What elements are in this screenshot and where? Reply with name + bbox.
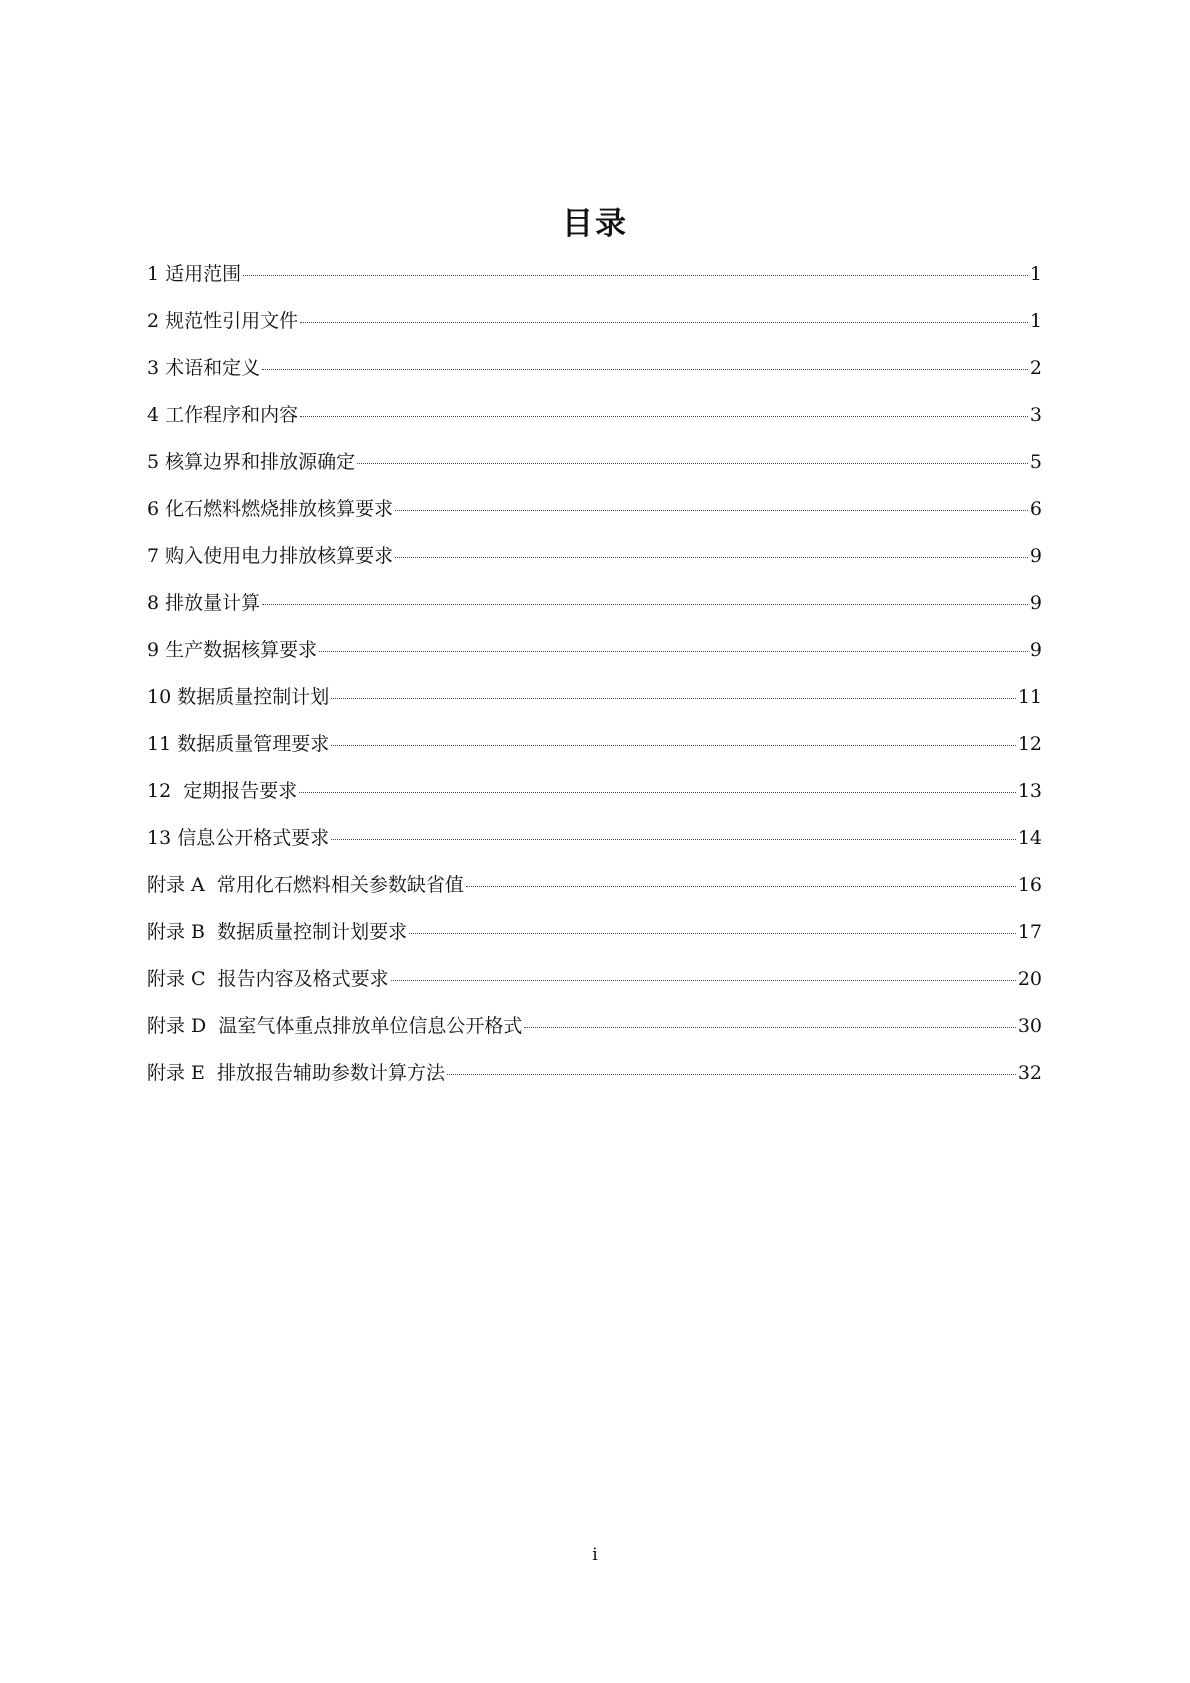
toc-dot-leader — [447, 1074, 1016, 1075]
toc-entry-page: 3 — [1029, 404, 1042, 426]
toc-entry-appendix-b[interactable] — [147, 920, 1042, 967]
toc-dot-leader — [331, 745, 1016, 746]
toc-entry-page: 6 — [1029, 498, 1042, 520]
toc-dot-leader — [524, 1027, 1015, 1028]
toc-entry-page: 30 — [1017, 1015, 1042, 1037]
toc-dot-leader — [262, 604, 1028, 605]
toc-entry-3[interactable] — [147, 356, 1042, 403]
toc-entry-label: 附录 D 温室气体重点排放单位信息公开格式 — [147, 1015, 523, 1037]
toc-entry-page: 9 — [1029, 592, 1042, 614]
toc-entry-page: 12 — [1017, 733, 1042, 755]
toc-entry-label: 附录 B 数据质量控制计划要求 — [147, 921, 408, 943]
toc-entry-1[interactable] — [147, 262, 1042, 309]
toc-dot-leader — [299, 792, 1016, 793]
toc-entry-page: 5 — [1029, 451, 1042, 473]
toc-entry-6[interactable] — [147, 497, 1042, 544]
toc-entry-label: 1 适用范围 — [147, 263, 242, 285]
toc-dot-leader — [357, 463, 1028, 464]
toc-entry-label: 13 信息公开格式要求 — [147, 827, 330, 849]
table-of-contents — [147, 262, 1042, 1108]
toc-entry-page: 14 — [1017, 827, 1042, 849]
toc-dot-leader — [300, 322, 1028, 323]
toc-dot-leader — [391, 980, 1016, 981]
toc-entry-page: 17 — [1017, 921, 1042, 943]
toc-entry-appendix-e[interactable] — [147, 1061, 1042, 1108]
toc-entry-appendix-a[interactable] — [147, 873, 1042, 920]
toc-entry-10[interactable] — [147, 685, 1042, 732]
toc-entry-label: 10 数据质量控制计划 — [147, 686, 330, 708]
toc-entry-label: 12 定期报告要求 — [147, 780, 298, 802]
toc-entry-label: 11 数据质量管理要求 — [147, 733, 330, 755]
toc-entry-5[interactable] — [147, 450, 1042, 497]
toc-entry-2[interactable] — [147, 309, 1042, 356]
toc-entry-label: 附录 A 常用化石燃料相关参数缺省值 — [147, 874, 464, 896]
toc-entry-11[interactable] — [147, 732, 1042, 779]
toc-entry-label: 3 术语和定义 — [147, 357, 261, 379]
toc-entry-page: 13 — [1017, 780, 1042, 802]
toc-entry-page: 32 — [1017, 1062, 1042, 1084]
toc-entry-label: 6 化石燃料燃烧排放核算要求 — [147, 498, 394, 520]
toc-entry-4[interactable] — [147, 403, 1042, 450]
toc-entry-label: 附录 E 排放报告辅助参数计算方法 — [147, 1062, 445, 1084]
toc-entry-page: 16 — [1017, 874, 1042, 896]
toc-dot-leader — [409, 933, 1016, 934]
toc-dot-leader — [331, 839, 1016, 840]
toc-entry-page: 1 — [1029, 263, 1042, 285]
toc-entry-page: 9 — [1029, 545, 1042, 567]
toc-entry-8[interactable] — [147, 591, 1042, 638]
toc-entry-page: 2 — [1029, 357, 1042, 379]
toc-dot-leader — [395, 557, 1028, 558]
toc-entry-appendix-d[interactable] — [147, 1014, 1042, 1061]
toc-entry-label: 4 工作程序和内容 — [147, 404, 299, 426]
toc-dot-leader — [319, 651, 1028, 652]
toc-dot-leader — [466, 886, 1016, 887]
toc-entry-label: 9 生产数据核算要求 — [147, 639, 318, 661]
toc-entry-page: 11 — [1017, 686, 1042, 708]
toc-entry-label: 7 购入使用电力排放核算要求 — [147, 545, 394, 567]
page-title: 目录 — [562, 206, 628, 242]
toc-entry-12[interactable] — [147, 779, 1042, 826]
toc-entry-appendix-c[interactable] — [147, 967, 1042, 1014]
toc-entry-13[interactable] — [147, 826, 1042, 873]
toc-entry-label: 5 核算边界和排放源确定 — [147, 451, 356, 473]
toc-entry-label: 2 规范性引用文件 — [147, 310, 299, 332]
toc-entry-page: 20 — [1017, 968, 1042, 990]
toc-dot-leader — [395, 510, 1028, 511]
toc-dot-leader — [262, 369, 1028, 370]
toc-dot-leader — [331, 698, 1016, 699]
toc-entry-7[interactable] — [147, 544, 1042, 591]
toc-entry-label: 8 排放量计算 — [147, 592, 261, 614]
toc-entry-label: 附录 C 报告内容及格式要求 — [147, 968, 389, 990]
toc-dot-leader — [243, 275, 1028, 276]
toc-entry-9[interactable] — [147, 638, 1042, 685]
page-number: i — [592, 1545, 598, 1565]
toc-entry-page: 9 — [1029, 639, 1042, 661]
toc-dot-leader — [300, 416, 1028, 417]
toc-entry-page: 1 — [1029, 310, 1042, 332]
